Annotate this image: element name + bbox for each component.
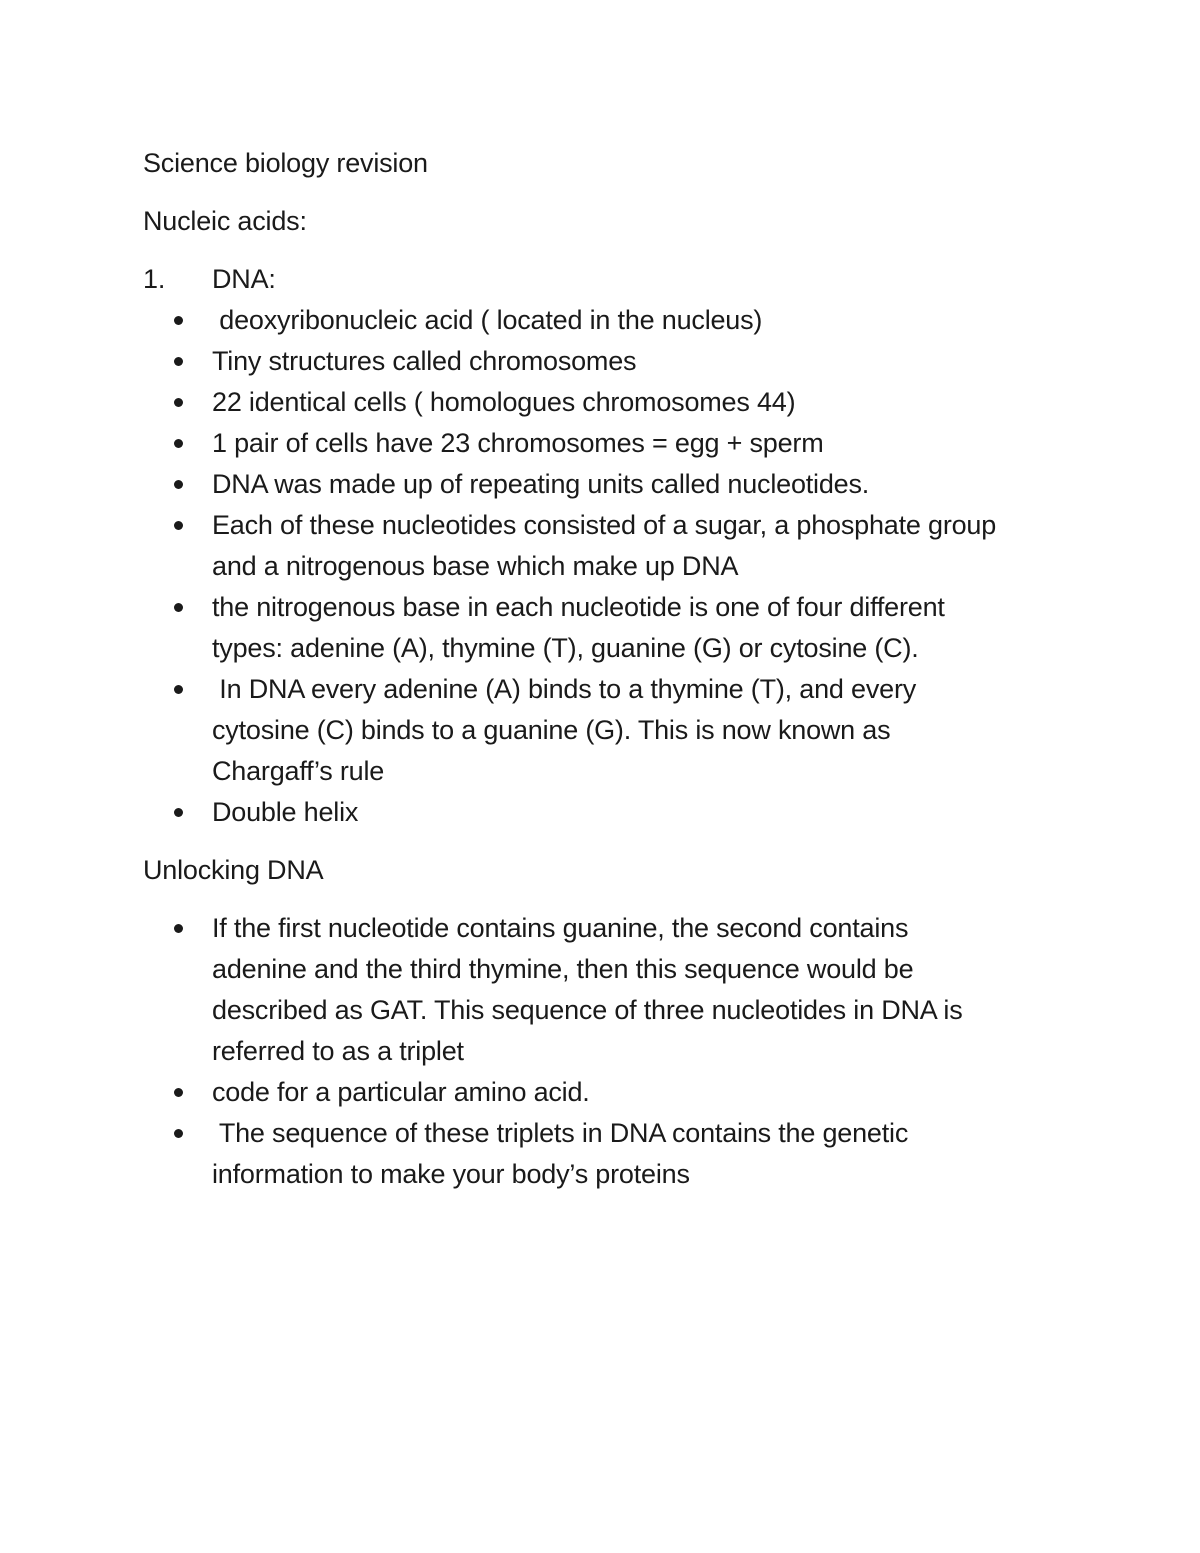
list-item-text: Each of these nucleotides consisted of a sugar, a phosphate group xyxy=(212,510,997,540)
list-item-text: described as GAT. This sequence of three nucleotides in DNA is xyxy=(212,995,963,1025)
list-item xyxy=(143,1113,1073,1195)
list-item xyxy=(143,669,1073,792)
list-item-text: 22 identical cells ( homologues chromosomes 44) xyxy=(212,387,796,417)
bullet-icon xyxy=(174,521,183,530)
list-item xyxy=(143,423,1073,464)
list-item-text: adenine and the third thymine, then this sequence would be xyxy=(212,954,914,984)
list-item xyxy=(143,587,1073,669)
list-item xyxy=(143,341,1073,382)
list-item-text: deoxyribonucleic acid ( located in the nucleus) xyxy=(212,305,763,335)
section-heading-nucleic-acids: Nucleic acids: xyxy=(143,206,307,236)
bullet-icon xyxy=(174,685,183,694)
list-item-text: Double helix xyxy=(212,797,359,827)
bullet-icon xyxy=(174,316,183,325)
list-item xyxy=(143,505,1073,587)
list-item xyxy=(143,382,1073,423)
bullet-icon xyxy=(174,1088,183,1097)
list-item-text: Chargaff’s rule xyxy=(212,756,385,786)
list-item-text: the nitrogenous base in each nucleotide is one of four different xyxy=(212,592,945,622)
list-item-text: The sequence of these triplets in DNA contains the genetic xyxy=(212,1118,909,1148)
list-number: 1. xyxy=(143,264,166,294)
list-item-text: types: adenine (A), thymine (T), guanine (G) or cytosine (C). xyxy=(212,633,919,663)
list-item-text: If the first nucleotide contains guanine, the second contains xyxy=(212,913,909,943)
list-item-text: and a nitrogenous base which make up DNA xyxy=(212,551,739,581)
list-item-text: code for a particular amino acid. xyxy=(212,1077,590,1107)
bullet-icon xyxy=(174,924,183,933)
list-item xyxy=(143,908,1073,1072)
bullet-icon xyxy=(174,398,183,407)
list-label: DNA: xyxy=(212,264,276,294)
list-item-text: Tiny structures called chromosomes xyxy=(212,346,637,376)
list-item-text: In DNA every adenine (A) binds to a thymine (T), and every xyxy=(212,674,917,704)
list-item xyxy=(143,464,1073,505)
section-spacer xyxy=(143,833,1073,850)
dna-bullet-list xyxy=(143,300,1073,833)
unlocking-bullet-list xyxy=(143,908,1073,1195)
bullet-icon xyxy=(174,357,183,366)
list-item-text: DNA was made up of repeating units called nucleotides. xyxy=(212,469,870,499)
document-title: Science biology revision xyxy=(143,148,428,178)
bullet-icon xyxy=(174,603,183,612)
section-heading-unlocking-dna: Unlocking DNA xyxy=(143,855,324,885)
list-item xyxy=(143,300,1073,341)
list-item-text: referred to as a triplet xyxy=(212,1036,464,1066)
list-item xyxy=(143,1072,1073,1113)
bullet-icon xyxy=(174,808,183,817)
numbered-item-dna xyxy=(143,259,1073,300)
bullet-icon xyxy=(174,1129,183,1138)
list-item-text: cytosine (C) binds to a guanine (G). This is now known as xyxy=(212,715,891,745)
list-item-text: information to make your body’s proteins xyxy=(212,1159,690,1189)
document-content xyxy=(143,143,1073,1195)
bullet-icon xyxy=(174,480,183,489)
list-item-text: 1 pair of cells have 23 chromosomes = egg + sperm xyxy=(212,428,824,458)
bullet-icon xyxy=(174,439,183,448)
list-item xyxy=(143,792,1073,833)
